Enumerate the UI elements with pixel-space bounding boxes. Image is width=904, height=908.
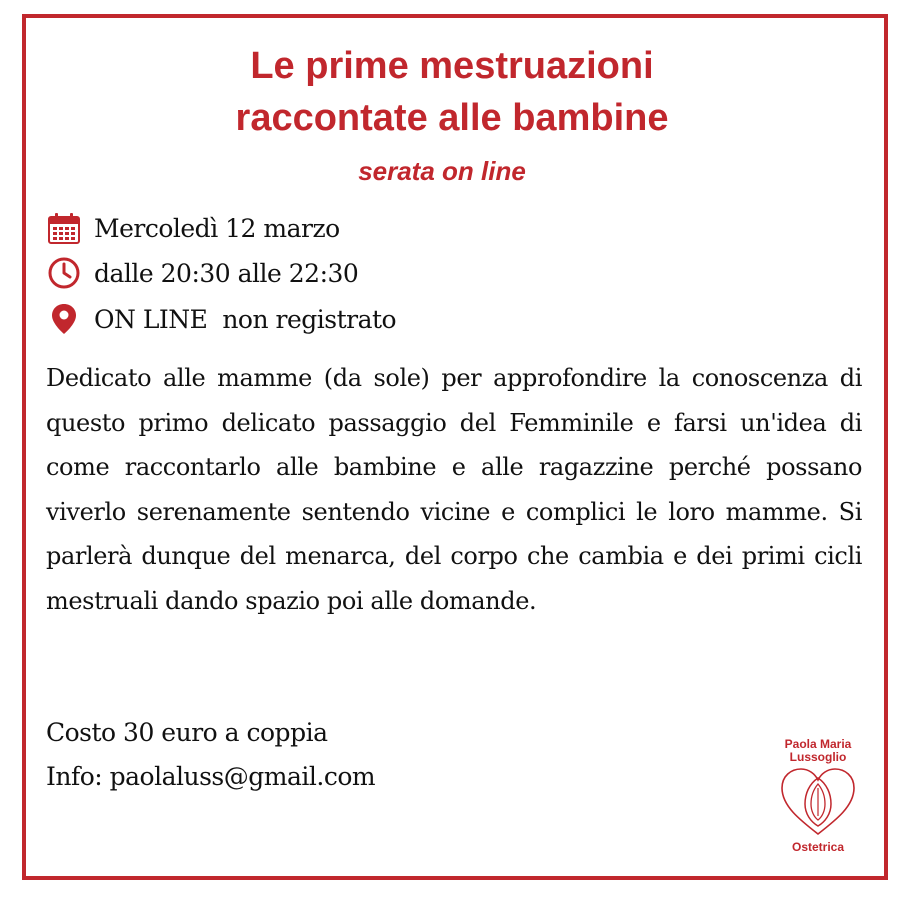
logo-role: Ostetrica [791,840,845,854]
midwife-logo [770,738,866,862]
time-row [46,256,358,290]
event-time: dalle 20:30 alle 22:30 [94,258,359,288]
event-cost: Costo 30 euro a coppia [46,718,328,747]
logo-name-line-2: Lussoglio [789,750,847,764]
contact-info: Info: paolaluss@gmail.com [46,762,376,791]
date-row [46,211,340,245]
map-pin-icon [46,302,82,336]
calendar-icon [46,211,82,245]
event-title-line-1: Le prime mestruazioni [250,45,654,87]
event-date: Mercoledì 12 marzo [94,213,340,243]
event-subtitle: serata on line [358,156,526,186]
event-place: ON LINE non registrato [94,304,397,334]
event-title-line-2: raccontate alle bambine [235,97,669,139]
event-description: Dedicato alle mamme (da sole) per approfondire la conoscenza di questo primo delicato passaggio del Femminile e farsi un'idea di come raccontarlo alle bambine e alle ragazzine perché possano viverlo serenamente sentendo vicine e complici le loro mamme. Si parlerà dunque del menarca, del corpo che cambia e dei primi cicli mestruali dando spazio poi alle domande. [46,364,862,615]
place-row [46,302,396,336]
event-title [0,40,904,144]
clock-icon [46,256,82,290]
heart-logo-icon [778,766,858,838]
logo-name-line-1: Paola Maria [784,737,852,751]
